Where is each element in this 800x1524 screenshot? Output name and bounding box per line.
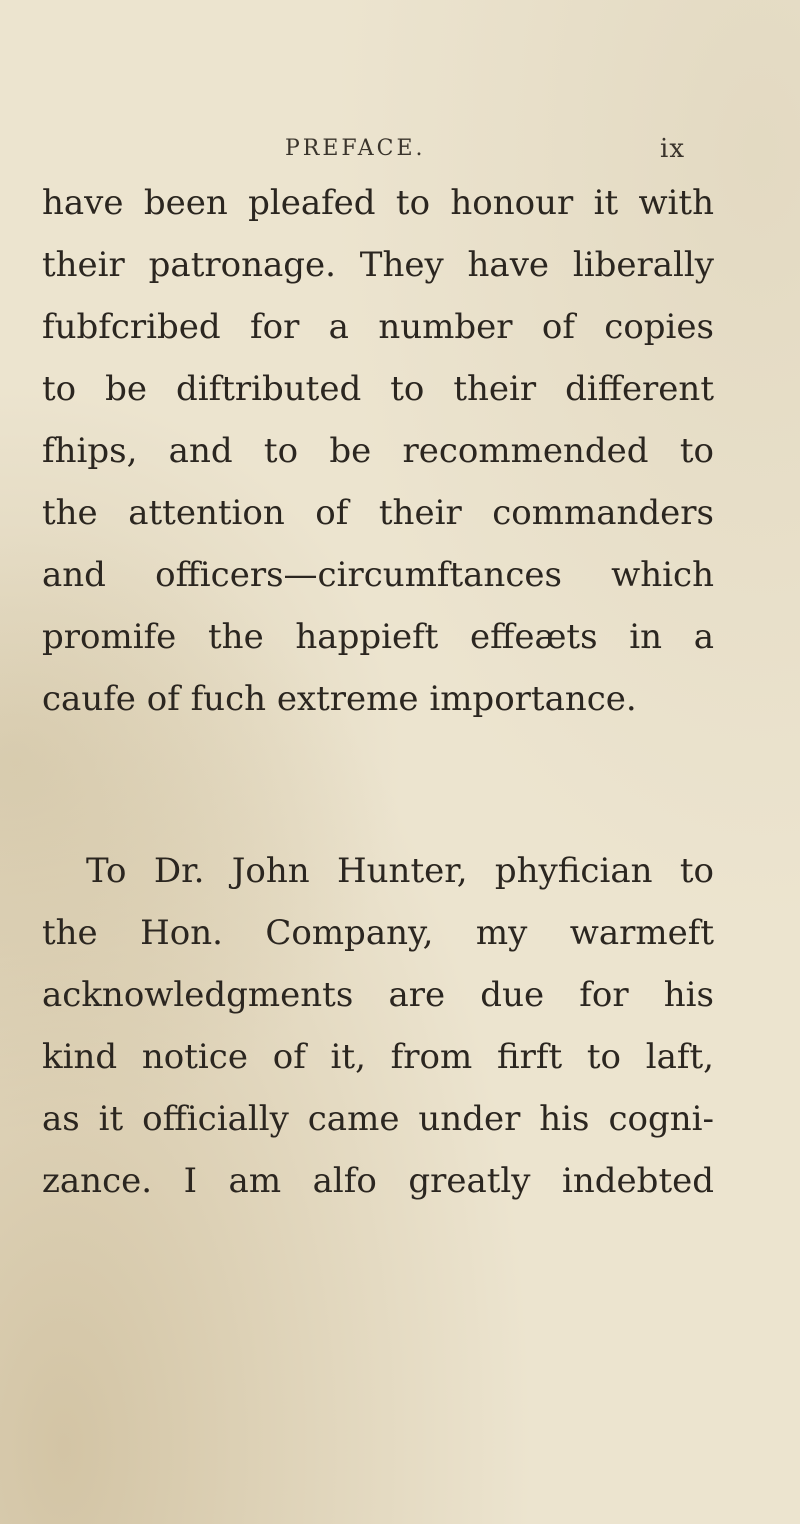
paragraph-gap — [42, 730, 714, 840]
text-line: promife the happieft effeæts in a — [42, 617, 714, 657]
text-line: as it officially came under his cogni- — [42, 1099, 714, 1139]
text-line: the attention of their commanders — [42, 493, 714, 533]
page-header — [0, 128, 800, 168]
text-line: kind notice of it, from firft to laft, — [42, 1037, 714, 1077]
text-line: to be diftributed to their different — [42, 369, 714, 409]
page-number: ix — [660, 134, 685, 164]
text-line: the Hon. Company, my warmeft — [42, 913, 714, 953]
text-line: have been pleafed to honour it with — [42, 183, 714, 223]
text-line: zance. I am alfo greatly indebted — [42, 1161, 714, 1201]
text-line: and officers—circumftances which — [42, 555, 714, 595]
text-line: To Dr. John Hunter, phyfician to — [86, 851, 714, 891]
running-head: PREFACE. — [285, 136, 426, 161]
text-line: fhips, and to be recommended to — [42, 431, 714, 471]
paragraph-2 — [42, 840, 714, 1212]
text-line: their patronage. They have liberally — [42, 245, 714, 285]
text-line: fubfcribed for a number of copies — [42, 307, 714, 347]
text-line: acknowledgments are due for his — [42, 975, 714, 1015]
text-line: caufe of fuch extreme importance. — [42, 679, 637, 719]
paragraph-1 — [42, 172, 714, 730]
body-text — [42, 172, 714, 1212]
